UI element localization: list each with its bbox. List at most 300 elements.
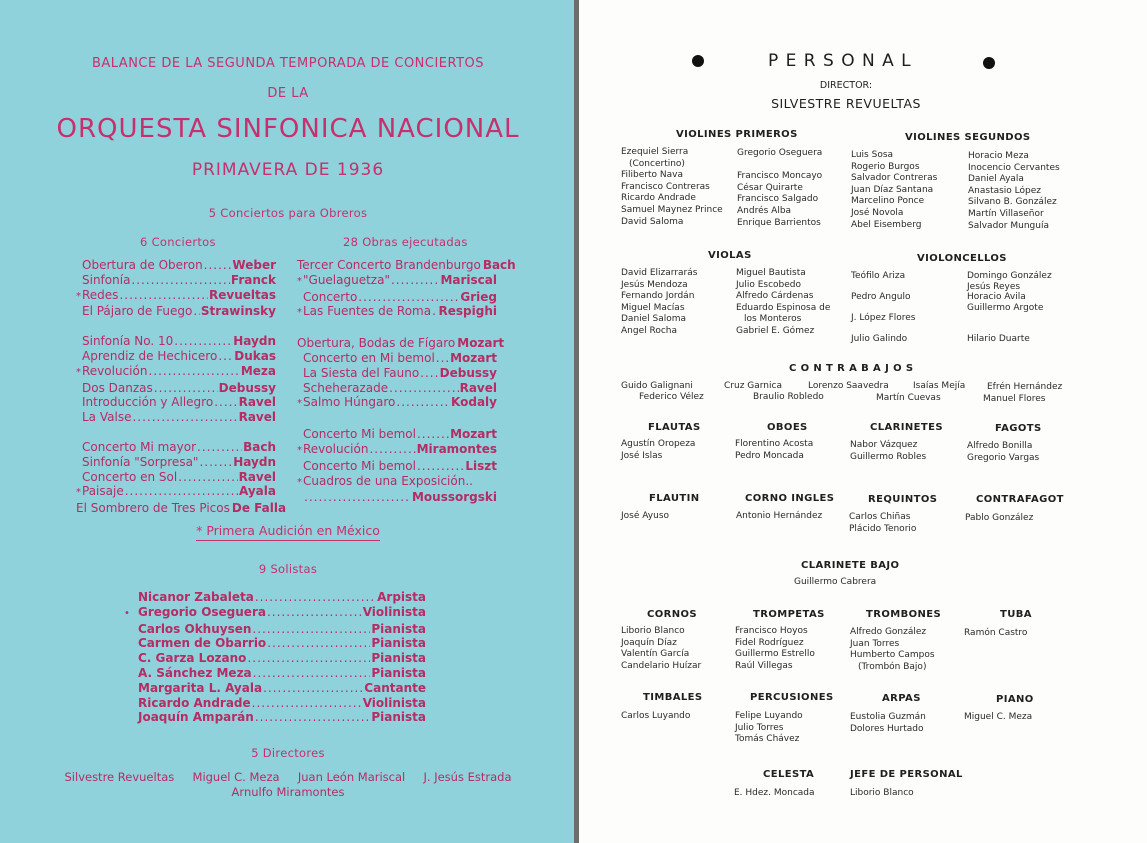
names-violoncellos-1	[851, 271, 916, 345]
contrabajo-9: Manuel Flores	[983, 394, 1046, 404]
premiere-marker: *	[297, 476, 302, 488]
work-title: El Sombrero de Tres Picos	[76, 501, 230, 516]
composer-name: Mariscal	[440, 272, 497, 287]
musician-name: José Islas	[621, 450, 663, 461]
musician-name: Candelario Huízar	[621, 660, 702, 671]
musician-name: Francisco Contreras	[621, 181, 710, 192]
work-entry	[76, 304, 276, 319]
work-entry	[297, 427, 497, 442]
names-piano	[964, 712, 1032, 724]
premiere-note-text: * Primera Audición en México	[196, 523, 380, 541]
names-contrafagot	[965, 513, 1033, 525]
composer-name: Haydn	[233, 334, 276, 349]
names-jefe-personal	[850, 788, 914, 800]
leader-dots	[193, 304, 200, 319]
composer-name: Respighi	[438, 304, 497, 319]
musician-name: Guillermo Cabrera	[794, 577, 877, 587]
works-group	[76, 334, 276, 425]
names-violoncellos-2	[967, 271, 1052, 345]
musician-name: Miguel Bautista	[736, 268, 806, 278]
soloist-role: Pianista	[371, 665, 426, 680]
soloist-name: Gregorio Oseguera	[138, 604, 266, 619]
musician-name: César Quirarte	[737, 182, 803, 193]
soloist-role: Pianista	[371, 621, 426, 636]
contrabajo-6: Federico Vélez	[639, 392, 704, 402]
soloist-entry	[138, 590, 426, 605]
composer-name: Bach	[243, 439, 276, 454]
musician-name: Miguel Macías	[621, 302, 685, 313]
musician-name: Jesús Reyes	[967, 281, 1021, 292]
musician-name: Daniel Ayala	[968, 174, 1024, 185]
work-entry	[76, 381, 276, 396]
works-list-left	[76, 258, 287, 531]
leader-dots	[255, 710, 371, 725]
orchestra-title: ORQUESTA SINFONICA NACIONAL	[56, 114, 520, 144]
musician-name: Francisco Salgado	[737, 194, 819, 205]
musician-name: Julio Escobedo	[736, 279, 802, 290]
composer-name: Miramontes	[416, 441, 497, 456]
names-violas-2	[736, 268, 830, 338]
names-oboes	[735, 439, 813, 462]
leader-dots	[389, 381, 458, 396]
musician-name: Gregorio Oseguera	[737, 148, 823, 158]
musician-name: Luis Sosa	[851, 150, 894, 160]
right-bullet-dot	[983, 57, 995, 69]
musician-name: David Saloma	[621, 216, 684, 227]
soloist-role: Arpista	[377, 590, 426, 604]
musician-name: los Monteros	[744, 314, 802, 325]
work-title: El Pájaro de Fuego	[82, 304, 193, 319]
soloist-name: Carlos Okhuysen	[138, 621, 252, 636]
heading-requintos: REQUINTOS	[868, 494, 938, 505]
musician-name: Hilario Duarte	[967, 334, 1030, 344]
leader-dots	[263, 681, 363, 696]
names-clarinete-bajo	[794, 577, 876, 589]
musician-name	[737, 160, 822, 172]
soloist-name: Nicanor Zabaleta	[138, 590, 254, 604]
de-la-heading: DE LA	[267, 86, 309, 101]
musician-name: Horacio Meza	[968, 151, 1029, 161]
leader-dots	[178, 470, 237, 485]
musician-name: Salvador Munguía	[968, 220, 1049, 231]
premiere-marker: *	[76, 487, 81, 499]
premiere-marker: *	[76, 366, 81, 378]
leader-dots	[253, 666, 371, 681]
heading-trompetas: TROMPETAS	[753, 609, 825, 620]
composer-name: Ravel	[238, 469, 276, 484]
composer-name: Strawinsky	[200, 304, 276, 319]
leader-dots	[199, 455, 232, 470]
musician-name: Fidel Rodríguez	[735, 637, 804, 648]
work-title: Scheherazade	[303, 380, 389, 395]
work-title: Introducción y Allegro	[82, 395, 214, 410]
composer-name: Ravel	[238, 410, 276, 425]
work-entry	[76, 273, 276, 288]
soloist-name: Joaquín Amparán	[138, 710, 254, 725]
composer-name: Meza	[240, 363, 276, 378]
work-title: Concerto en Mi bemol	[303, 350, 435, 365]
heading-percusiones: PERCUSIONES	[750, 692, 834, 703]
soloist-entry	[138, 666, 426, 681]
musician-name: Francisco Moncayo	[737, 171, 823, 182]
work-entry	[297, 351, 497, 366]
musician-name: Domingo González	[967, 271, 1052, 281]
names-flautas	[621, 439, 695, 462]
heading-timbales: TIMBALES	[643, 692, 703, 703]
musician-name: Gabriel E. Gómez	[736, 325, 815, 336]
leader-dots	[267, 605, 362, 620]
work-title: Revolución	[303, 441, 369, 456]
work-title: Concerto Mi bemol	[303, 458, 416, 473]
leader-dots	[218, 349, 233, 364]
work-title: Aprendiz de Hechicero	[82, 348, 218, 363]
leader-dots	[214, 395, 237, 410]
season-balance-heading: BALANCE DE LA SEGUNDA TEMPORADA DE CONCIERTOS	[91, 56, 485, 71]
work-title: Concerto Mi bemol	[303, 427, 416, 442]
soloist-role: Violinista	[362, 695, 426, 710]
soloist-entry	[138, 696, 426, 711]
work-entry	[76, 484, 276, 501]
musician-name: Dolores Hurtado	[850, 723, 924, 734]
musician-name: Daniel Saloma	[621, 314, 687, 325]
works-group	[297, 336, 505, 412]
musician-name: Liborio Blanco	[621, 626, 685, 636]
contrabajo-1: Guido Galignani	[621, 381, 693, 391]
composer-name: Debussy	[218, 380, 276, 395]
names-fagots	[967, 441, 1039, 464]
leader-dots	[432, 304, 437, 319]
soloist-role: Cantante	[364, 680, 426, 695]
soloist-entry	[138, 651, 426, 666]
heading-jefe-personal: JEFE DE PERSONAL	[850, 769, 963, 780]
works-group	[297, 427, 497, 505]
heading-contrabajos: C O N T R A B A J O S	[789, 363, 914, 374]
work-title: Concerto Mi mayor	[82, 439, 197, 454]
soloist-role: Pianista	[371, 636, 426, 651]
leader-dots	[154, 381, 218, 396]
heading-piano: PIANO	[996, 694, 1034, 705]
contrabajo-5: Efrén Hernández	[987, 382, 1063, 392]
soloist-role: Pianista	[371, 651, 426, 666]
heading-tuba: TUBA	[1000, 609, 1032, 620]
musician-name: Joaquín Díaz	[621, 637, 677, 648]
musician-name: Agustín Oropeza	[621, 439, 696, 449]
leader-dots	[148, 364, 239, 379]
heading-celesta: CELESTA	[763, 769, 815, 780]
leader-dots	[417, 427, 449, 442]
composer-name: Revueltas	[209, 287, 276, 302]
leader-dots	[420, 366, 438, 381]
works-heading: 28 Obras ejecutadas	[343, 235, 468, 249]
left-bullet-dot	[692, 55, 704, 67]
workers-concerts: 5 Conciertos para Obreros	[208, 206, 368, 220]
musician-name	[967, 324, 1052, 335]
work-title: Tercer Concerto Brandenburgo	[297, 258, 481, 272]
names-flautin	[621, 511, 669, 523]
composer-name: Ayala	[239, 484, 276, 499]
soloist-name: C. Garza Lozano	[138, 651, 247, 666]
work-entry	[297, 459, 497, 474]
musician-name: Gregorio Vargas	[967, 452, 1040, 463]
composer-name: Weber	[232, 258, 276, 272]
musician-name: Francisco Hoyos	[735, 626, 808, 636]
musician-name: Guillermo Estrello	[735, 649, 815, 660]
soloist-entry	[138, 710, 426, 725]
premiere-marker: *	[76, 290, 81, 302]
musician-name: Guillermo Robles	[850, 451, 927, 462]
soloist-name: Ricardo Andrade	[138, 695, 251, 710]
names-celesta	[734, 788, 815, 800]
work-title: Dos Danzas	[82, 380, 153, 395]
musician-name: Jesús Mendoza	[621, 279, 688, 290]
names-arpas	[850, 712, 926, 735]
soloist-entry	[138, 681, 426, 696]
musician-name: Ramón Castro	[964, 628, 1028, 638]
work-title: Sinfonía	[82, 272, 131, 287]
contrabajo-8: Martín Cuevas	[876, 393, 941, 403]
names-tuba	[964, 628, 1027, 640]
musician-name: Rogerio Burgos	[851, 161, 920, 172]
work-entry	[76, 334, 276, 349]
soloist-role: Pianista	[371, 710, 426, 725]
soloist-role: Violinista	[362, 604, 426, 619]
premiere-marker: *	[297, 275, 302, 287]
musician-name: Fernando Jordán	[621, 291, 695, 302]
musician-name: Liborio Blanco	[850, 788, 914, 798]
composer-name: Kodaly	[451, 395, 497, 410]
heading-clarinetes: CLARINETES	[870, 422, 943, 433]
contrabajo-3: Lorenzo Saavedra	[808, 381, 889, 391]
leader-dots	[255, 590, 376, 605]
composer-name: Debussy	[439, 365, 497, 380]
heading-arpas: ARPAS	[882, 693, 921, 704]
musician-name: Silvano B. González	[968, 197, 1057, 208]
names-violines-primeros-2	[737, 148, 822, 229]
work-entry	[297, 336, 505, 351]
soloist-name: Margarita L. Ayala	[138, 680, 263, 695]
work-title: La Siesta del Fauno	[303, 365, 420, 380]
musician-name: Enrique Barrientos	[737, 217, 821, 228]
work-entry	[297, 490, 497, 505]
work-title: Revolución	[82, 363, 148, 378]
work-title: Sinfonía "Sorpresa"	[82, 454, 199, 469]
names-timbales	[621, 711, 690, 723]
musician-name: David Elizarrarás	[621, 268, 698, 278]
musician-name: Alfredo Cárdenas	[736, 291, 814, 302]
soloist-entry	[124, 604, 426, 622]
contrabajo-7: Braulio Robledo	[753, 392, 824, 402]
musician-name	[851, 282, 916, 293]
work-entry	[76, 288, 276, 305]
leader-dots	[252, 622, 370, 637]
leader-dots	[252, 696, 362, 711]
names-violines-segundos-2	[968, 151, 1060, 232]
leader-dots	[417, 459, 464, 474]
names-violines-primeros-1	[621, 147, 723, 228]
composer-name: Mozart	[457, 336, 505, 351]
soloist-entry	[138, 622, 426, 637]
directors-heading: 5 Directores	[251, 746, 325, 760]
work-title: La Valse	[82, 410, 132, 425]
musician-name: Juan Díaz Santana	[851, 184, 934, 195]
composer-name: Mozart	[450, 350, 497, 365]
musician-name: Ezequiel Sierra	[621, 147, 689, 157]
leader-dots	[396, 395, 450, 410]
composer-name: Bach	[482, 258, 516, 272]
musician-name: Inocencio Cervantes	[968, 162, 1060, 173]
musician-name: Alfredo Bonilla	[967, 441, 1033, 451]
musician-name: Carlos Chiñas	[849, 512, 911, 522]
musician-name: Horacio Avila	[967, 292, 1026, 302]
musician-name: Tomás Chávez	[735, 734, 800, 745]
musician-name: Teófilo Ariza	[851, 271, 906, 281]
heading-oboes: OBOES	[767, 422, 808, 433]
soloist-name: A. Sánchez Meza	[138, 665, 252, 680]
soloist-entry	[138, 636, 426, 651]
works-group	[76, 258, 276, 319]
composer-name: Ravel	[238, 395, 276, 410]
work-entry	[76, 501, 287, 516]
musician-name	[851, 303, 916, 314]
musician-name: Alfredo González	[850, 627, 927, 637]
work-title: Cuadros de una Exposición..	[303, 473, 473, 488]
leader-dots	[119, 288, 208, 303]
musician-name: Julio Galindo	[851, 334, 908, 344]
work-title: Las Fuentes de Roma	[303, 304, 432, 319]
work-entry	[297, 273, 497, 290]
musician-name: Plácido Tenorio	[849, 523, 917, 534]
names-percusiones	[735, 711, 803, 746]
work-title: Redes	[82, 287, 119, 302]
musician-name: Humberto Campos	[850, 650, 935, 661]
musician-name: (Trombón Bajo)	[858, 661, 927, 672]
composer-name: Moussorgski	[411, 490, 497, 505]
work-entry	[76, 364, 276, 381]
musician-name: Andrés Alba	[737, 205, 792, 216]
musician-name: José Ayuso	[621, 511, 670, 521]
premiere-note	[0, 523, 576, 538]
names-violines-segundos-1	[851, 150, 937, 231]
names-trompetas	[735, 626, 815, 672]
musician-name	[851, 324, 916, 335]
work-entry	[297, 366, 497, 381]
musician-name: Marcelino Ponce	[851, 196, 925, 207]
works-group	[297, 258, 516, 321]
composer-name: Haydn	[233, 454, 276, 469]
heading-corno-ingles: CORNO INGLES	[745, 493, 835, 504]
musician-name: Miguel C. Meza	[964, 712, 1033, 722]
work-title: Sinfonía No. 10	[82, 334, 174, 349]
musician-name: Ricardo Andrade	[621, 193, 696, 204]
work-entry	[76, 395, 276, 410]
heading-violas: VIOLAS	[708, 250, 752, 261]
heading-violines-segundos: VIOLINES SEGUNDOS	[905, 132, 1031, 143]
work-entry	[297, 474, 497, 491]
musician-name: Antonio Hernández	[736, 511, 823, 521]
work-entry	[76, 258, 276, 273]
leader-dots	[436, 351, 449, 366]
right-page-personnel	[579, 0, 1147, 843]
work-entry	[297, 395, 497, 412]
musician-name: Filiberto Nava	[621, 170, 683, 181]
work-title: Obertura, Bodas de Fígaro	[297, 336, 456, 351]
soloist-name: Carmen de Obarrio	[138, 636, 267, 651]
work-title: Obertura de Oberon	[82, 258, 203, 272]
director-label: DIRECTOR:	[819, 80, 873, 91]
musician-name: Abel Eisemberg	[851, 219, 922, 230]
leader-dots	[125, 484, 238, 499]
work-entry	[297, 290, 497, 305]
leader-dots	[204, 258, 232, 273]
names-clarinetes	[850, 440, 926, 463]
directors-line-1: Silvestre Revueltas Miguel C. Meza Juan León Mariscal J. Jesús Estrada	[64, 770, 512, 784]
musician-name: Juan Torres	[850, 638, 900, 649]
musician-name: Florentino Acosta	[735, 439, 814, 449]
musician-name: Nabor Vázquez	[850, 440, 918, 450]
musician-name: Julio Torres	[735, 722, 784, 733]
names-requintos	[849, 512, 916, 535]
work-entry	[76, 410, 276, 425]
composer-name: Ravel	[459, 380, 497, 395]
heading-flautin: FLAUTIN	[649, 493, 700, 504]
works-group	[76, 439, 287, 516]
leader-dots	[197, 440, 242, 455]
work-title: Paisaje	[82, 484, 124, 499]
heading-contrafagot: CONTRAFAGOT	[976, 494, 1064, 505]
work-entry	[297, 381, 497, 396]
work-entry	[297, 442, 497, 459]
work-title: Concerto	[303, 289, 358, 304]
musician-name: Samuel Maynez Prince	[621, 204, 723, 215]
leader-dots	[132, 410, 237, 425]
leader-dots	[267, 636, 370, 651]
names-corno-ingles	[736, 511, 822, 523]
concerts-heading: 6 Conciertos	[140, 235, 216, 249]
contrabajo-2: Cruz Garnica	[724, 381, 782, 391]
composer-name: Grieg	[460, 289, 497, 304]
work-entry	[297, 304, 497, 321]
leader-dots	[174, 334, 232, 349]
leader-dots	[304, 490, 411, 505]
heading-clarinete-bajo: CLARINETE BAJO	[801, 560, 900, 571]
premiere-marker: *	[297, 444, 302, 456]
musician-name: Raúl Villegas	[735, 660, 793, 671]
musician-name: Valentín García	[621, 649, 690, 660]
work-title: Salmo Húngaro	[303, 395, 396, 410]
musician-name	[967, 313, 1052, 324]
musician-name: Felipe Luyando	[735, 711, 803, 721]
work-entry	[76, 470, 276, 485]
musician-name: Guillermo Argote	[967, 302, 1044, 313]
musician-name: Anastasio López	[968, 185, 1042, 196]
musician-name: Angel Rocha	[621, 325, 677, 336]
premiere-marker: *	[297, 307, 302, 319]
work-entry	[297, 258, 516, 273]
composer-name: Liszt	[465, 458, 497, 473]
musician-name: José Novola	[851, 207, 904, 218]
work-entry	[76, 349, 276, 364]
heading-cornos: CORNOS	[647, 609, 698, 620]
soloists-heading: 9 Solistas	[258, 562, 318, 576]
works-list-right	[297, 258, 516, 520]
names-violas-1	[621, 268, 697, 338]
leader-dots	[391, 273, 439, 288]
heading-fagots: FAGOTS	[995, 423, 1042, 434]
musician-name: Pedro Moncada	[735, 450, 804, 461]
personal-title: P E R S O N A L	[768, 51, 912, 71]
composer-name: Dukas	[234, 348, 276, 363]
soloists-list	[124, 590, 426, 725]
